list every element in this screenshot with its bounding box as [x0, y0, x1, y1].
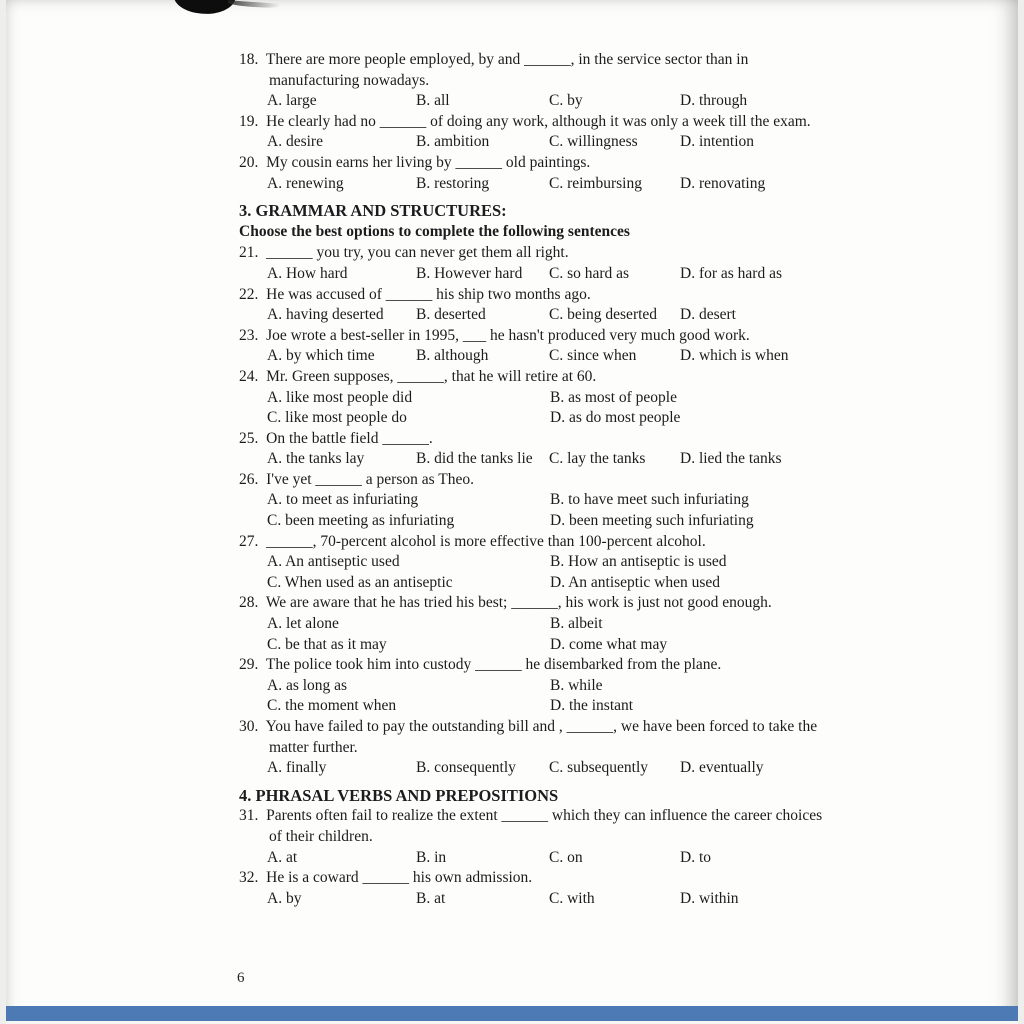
answer-option: D. come what may: [550, 635, 668, 653]
question-number: 21.: [239, 244, 267, 262]
answer-options: [267, 449, 833, 470]
question-number: 32.: [239, 869, 267, 887]
answer-options: [267, 614, 833, 655]
answer-option: B. How an antiseptic is used: [550, 553, 727, 571]
question-text: 25. On the battle field ______.: [239, 429, 433, 447]
question-number: 31.: [239, 807, 267, 825]
answer-option: D. which is when: [680, 347, 789, 365]
answer-option: A. as long as: [267, 676, 348, 694]
question-text: 31. Parents often fail to realize the extent ______ which they can influence the career choices of their children.: [239, 807, 823, 845]
answer-option: C. like most people do: [267, 409, 407, 427]
answer-option: B. while: [550, 676, 603, 694]
question-number: 22.: [239, 285, 267, 303]
answer-option: D. lied the tanks: [680, 450, 782, 468]
answer-option: D. for as hard as: [680, 264, 783, 282]
question-26: [239, 470, 833, 532]
answer-option: C. reimbursing: [549, 174, 642, 192]
answer-option: C. with: [549, 889, 595, 907]
question-25: [239, 429, 833, 470]
answer-option: B. deserted: [416, 306, 486, 324]
answer-option: A. large: [267, 92, 317, 110]
question-30: [239, 717, 833, 779]
answer-options: [267, 264, 833, 285]
answer-option: A. finally: [267, 759, 327, 777]
question-number: 19.: [239, 112, 267, 130]
question-24: [239, 367, 833, 429]
question-21: [239, 243, 833, 284]
answer-option: D. been meeting such infuriating: [550, 512, 754, 530]
answer-options: [267, 91, 833, 112]
question-text: 32. He is a coward ______ his own admission.: [239, 869, 533, 887]
question-28: [239, 593, 833, 655]
question-number: 28.: [239, 594, 266, 612]
question-number: 24.: [239, 367, 267, 385]
answer-option: C. lay the tanks: [549, 450, 646, 468]
answer-option: C. by: [549, 92, 583, 110]
question-text: 21. ______ you try, you can never get them all right.: [239, 244, 569, 262]
answer-option: B. in: [416, 848, 447, 866]
scan-artifact-page-curl: [174, 0, 237, 15]
question-27: [239, 532, 833, 594]
question-31: [239, 806, 833, 868]
question-22: [239, 285, 833, 326]
question-18: [239, 50, 833, 112]
answer-options: [267, 552, 833, 593]
answer-option: B. ambition: [416, 133, 490, 151]
answer-option: B. as most of people: [550, 388, 677, 406]
answer-option: D. desert: [680, 306, 736, 324]
question-text: 22. He was accused of ______ his ship two months ago.: [239, 285, 591, 303]
question-32: [239, 868, 833, 909]
answer-option: B. all: [416, 92, 450, 110]
question-number: 27.: [239, 532, 267, 550]
answer-option: C. been meeting as infuriating: [267, 512, 455, 530]
answer-option: A. desire: [267, 133, 323, 151]
answer-option: C. willingness: [549, 133, 638, 151]
answer-option: B. did the tanks lie: [416, 450, 533, 468]
answer-options: [267, 305, 833, 326]
answer-option: C. since when: [549, 347, 637, 365]
section-instruction: Choose the best options to complete the following sentences: [239, 222, 630, 240]
question-number: 29.: [239, 656, 266, 674]
answer-options: [267, 132, 833, 153]
answer-option: A. An antiseptic used: [267, 553, 400, 571]
answer-option: A. How hard: [267, 264, 348, 282]
answer-option: C. on: [549, 848, 583, 866]
scan-bottom-bar: [6, 1006, 1018, 1021]
answer-option: B. restoring: [416, 174, 490, 192]
question-text: 20. My cousin earns her living by ______ old paintings.: [239, 153, 591, 171]
answer-option: B. consequently: [416, 759, 516, 777]
answer-option: A. renewing: [267, 174, 344, 192]
answer-option: C. subsequently: [549, 759, 649, 777]
answer-option: A. to meet as infuriating: [267, 491, 419, 509]
answer-option: A. having deserted: [267, 306, 384, 324]
question-19: [239, 112, 833, 153]
question-number: 25.: [239, 429, 267, 447]
answer-option: B. However hard: [416, 264, 523, 282]
answer-options: [267, 758, 833, 779]
question-text: 24. Mr. Green supposes, ______, that he will retire at 60.: [239, 367, 597, 385]
question-29: [239, 655, 833, 717]
question-number: 23.: [239, 326, 267, 344]
answer-options: [267, 676, 833, 717]
answer-options: [267, 490, 833, 531]
answer-option: D. intention: [680, 133, 755, 151]
answer-option: B. although: [416, 347, 489, 365]
question-text: 30. You have failed to pay the outstanding bill and , ______, we have been forced to take the matter further.: [239, 718, 818, 756]
page-number: 6: [237, 970, 245, 986]
answer-options: [267, 848, 833, 869]
answer-option: C. the moment when: [267, 697, 397, 715]
question-text: 29. The police took him into custody ______ he disembarked from the plane.: [239, 656, 722, 674]
answer-option: C. be that as it may: [267, 635, 387, 653]
answer-option: D. eventually: [680, 759, 764, 777]
answer-options: [267, 388, 833, 429]
answer-option: B. to have meet such infuriating: [550, 491, 749, 509]
answer-option: A. by which time: [267, 347, 375, 365]
answer-option: C. so hard as: [549, 264, 630, 282]
scan-artifact-shadow-line: [228, 0, 280, 9]
answer-option: B. at: [416, 889, 446, 907]
section-heading: 4. PHRASAL VERBS AND PREPOSITIONS: [239, 785, 559, 805]
exam-content: [239, 50, 833, 909]
answer-option: A. at: [267, 848, 298, 866]
answer-option: D. the instant: [550, 697, 634, 715]
question-text: 28. We are aware that he has tried his best; ______, his work is just not good enough.: [239, 594, 772, 612]
answer-option: A. by: [267, 889, 302, 907]
answer-option: A. the tanks lay: [267, 450, 365, 468]
answer-option: C. When used as an antiseptic: [267, 573, 453, 591]
question-23: [239, 326, 833, 367]
answer-options: [267, 889, 833, 910]
answer-option: D. to: [680, 848, 711, 866]
answer-option: D. through: [680, 92, 748, 110]
question-text: 27. ______, 70-percent alcohol is more effective than 100-percent alcohol.: [239, 532, 706, 550]
answer-option: A. like most people did: [267, 388, 413, 406]
answer-options: [267, 174, 833, 195]
answer-options: [267, 346, 833, 367]
answer-option: A. let alone: [267, 615, 339, 633]
answer-option: D. within: [680, 889, 739, 907]
question-text: 18. There are more people employed, by and ______, in the service sector than in manufacturing nowadays.: [239, 51, 749, 89]
answer-option: D. renovating: [680, 174, 766, 192]
answer-option: D. as do most people: [550, 409, 681, 427]
question-text: 19. He clearly had no ______ of doing any work, although it was only a week till the exam.: [239, 112, 811, 130]
answer-option: B. albeit: [550, 615, 603, 633]
question-20: [239, 153, 833, 194]
section-heading: 3. GRAMMAR AND STRUCTURES:: [239, 201, 507, 221]
question-text: 23. Joe wrote a best-seller in 1995, ___ he hasn't produced very much good work.: [239, 326, 750, 344]
question-number: 18.: [239, 51, 266, 68]
answer-option: D. An antiseptic when used: [550, 573, 721, 591]
question-number: 30.: [239, 718, 266, 735]
question-number: 26.: [239, 470, 267, 488]
question-text: 26. I've yet ______ a person as Theo.: [239, 470, 474, 488]
question-number: 20.: [239, 153, 267, 171]
scanned-page: [6, 0, 1018, 1024]
answer-option: C. being deserted: [549, 306, 658, 324]
